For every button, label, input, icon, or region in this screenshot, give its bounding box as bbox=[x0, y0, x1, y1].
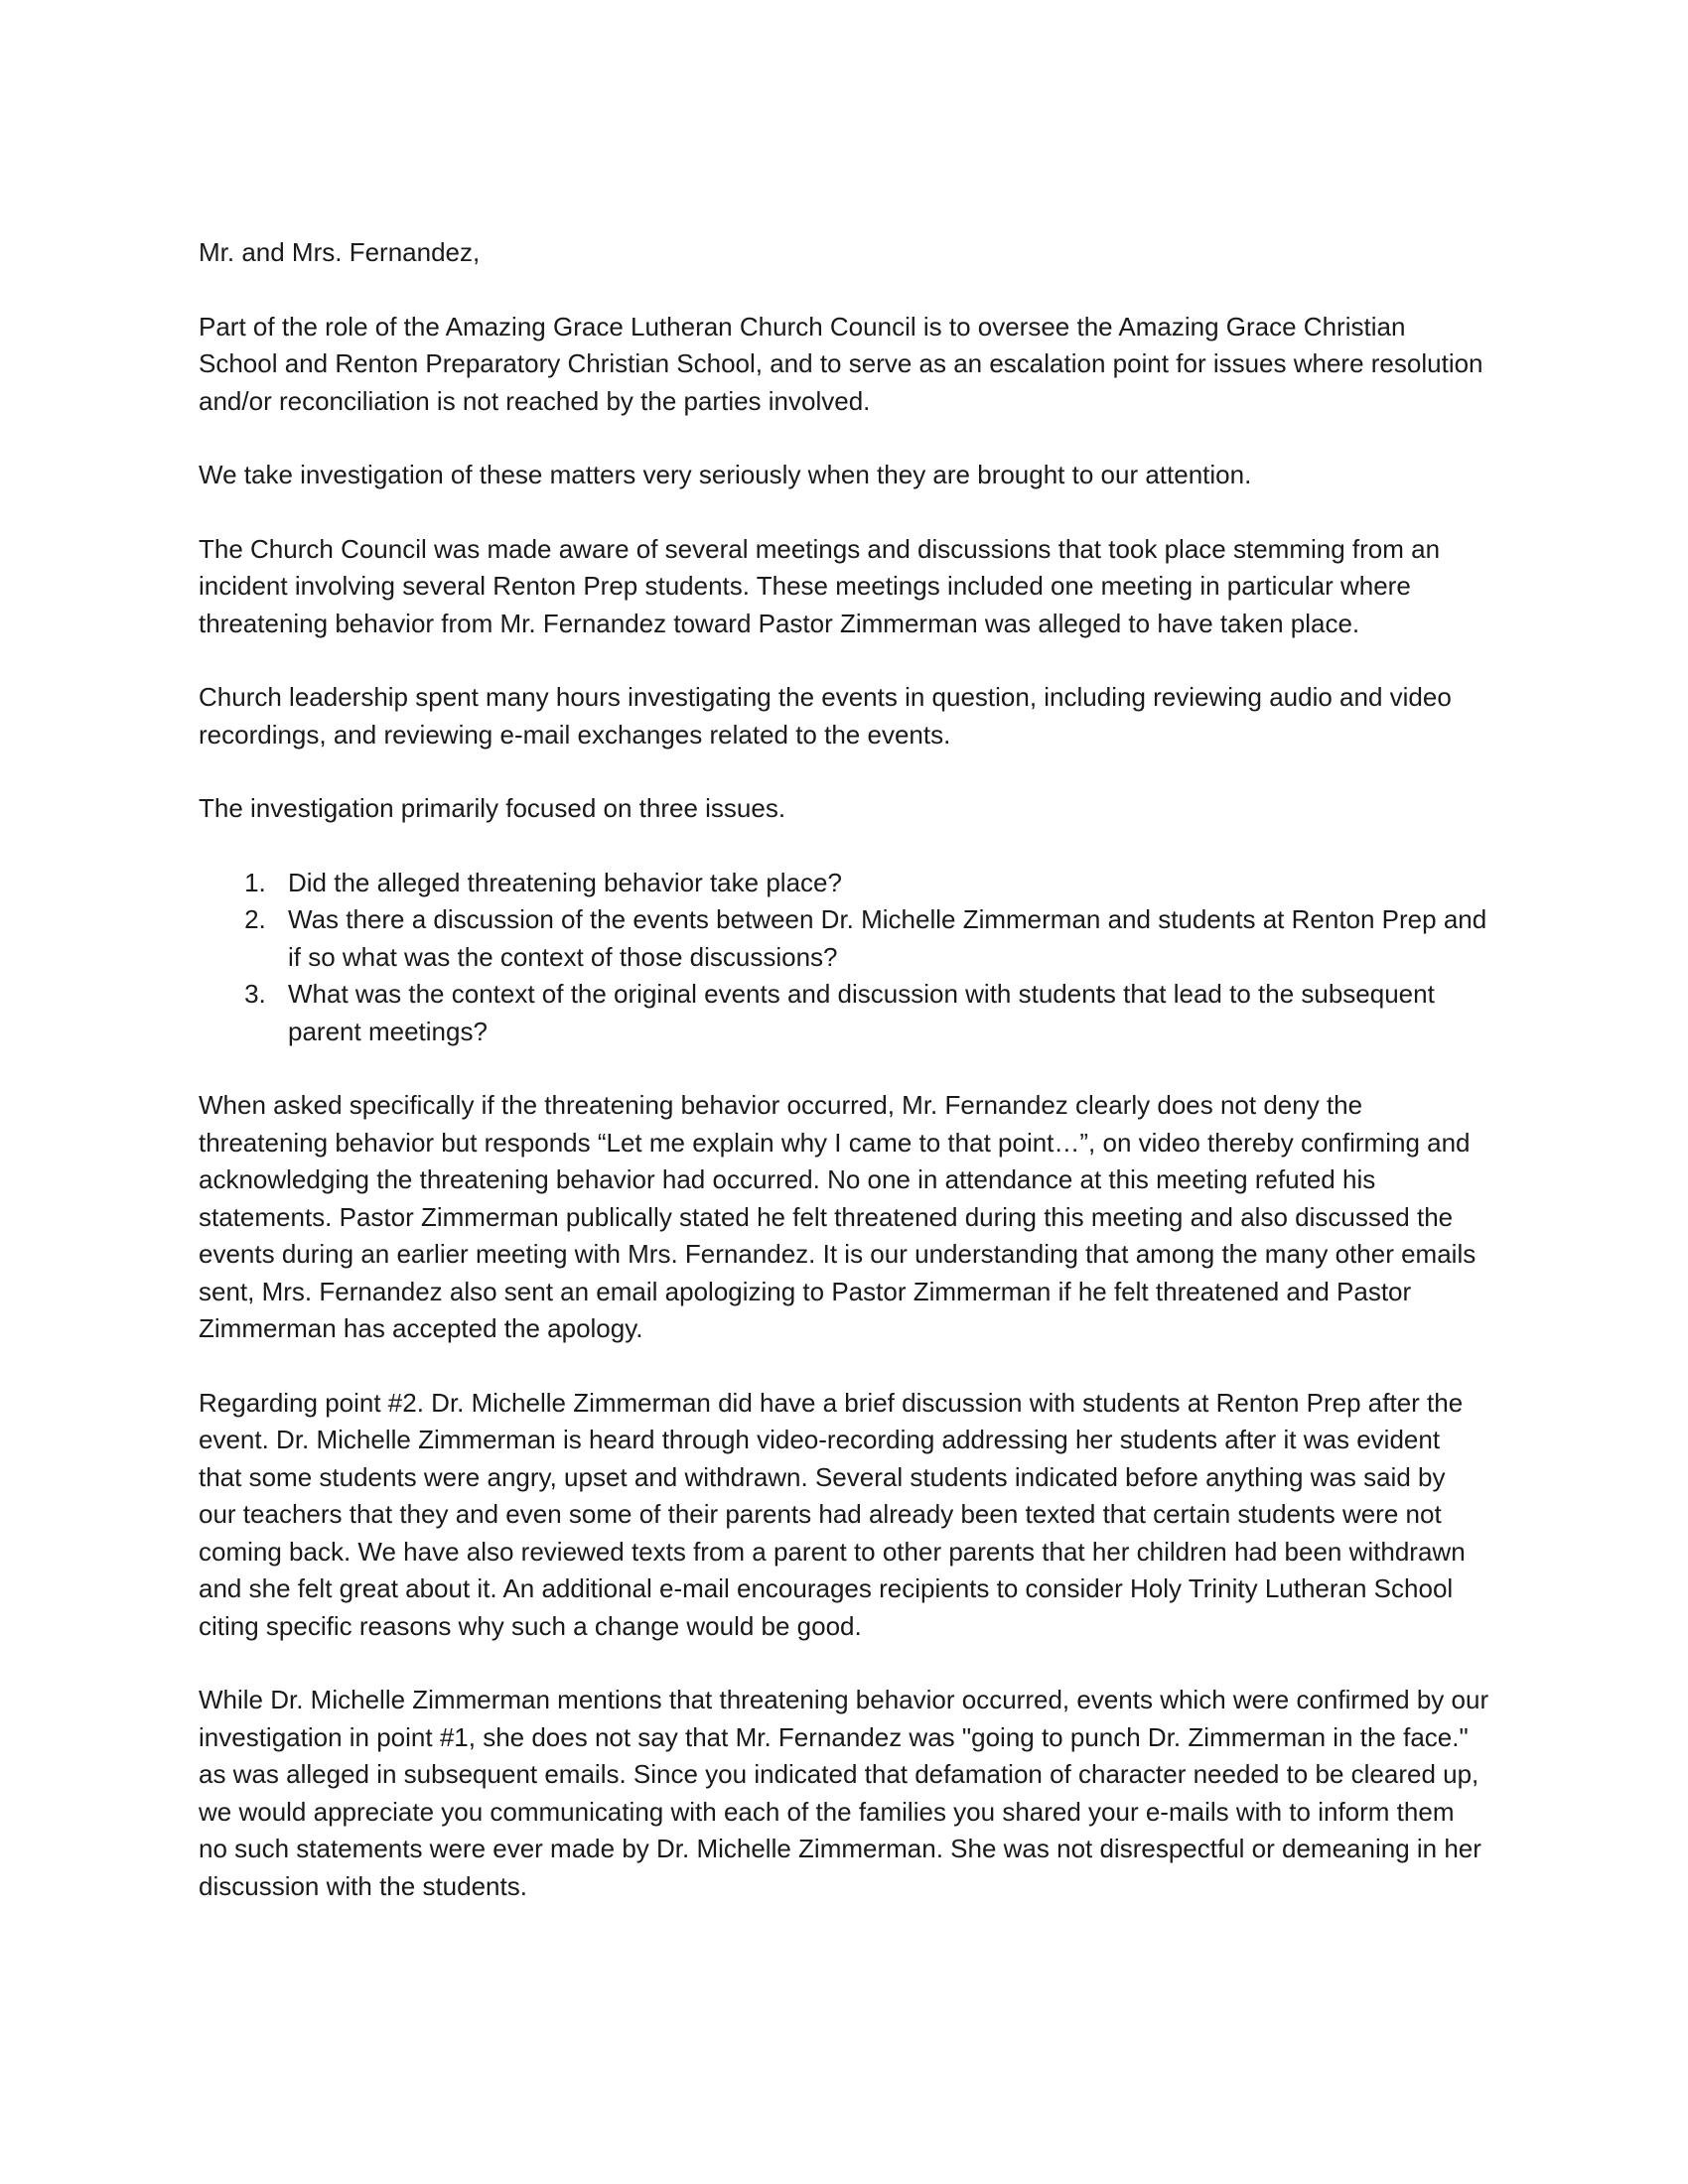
paragraph-leadership-investigation: Church leadership spent many hours investigating the events in question, including reviewing audio and video recordings, and reviewing e-mail exchanges related to the events. bbox=[199, 682, 1452, 750]
paragraph-investigation-serious: We take investigation of these matters very seriously when they are brought to our attention. bbox=[199, 460, 1252, 489]
letter-greeting: Mr. and Mrs. Fernandez, bbox=[199, 237, 481, 267]
paragraph-council-aware: The Church Council was made aware of several meetings and discussions that took place stemming from an incident involving several Renton Prep students. These meetings included one meeting in particular where threatening behavior from Mr. Fernandez toward Pastor Zimmerman was alleged to have taken place. bbox=[199, 533, 1441, 638]
issues-list bbox=[199, 865, 1489, 1051]
paragraph-point-two: Regarding point #2. Dr. Michelle Zimmerman did have a brief discussion with students at Renton Prep after the event. Dr. Michelle Zimmerman is heard through video-recording addressing her students after it was evident that some students were angry, upset and withdrawn. Several students indicated before anything was said by our teachers that they and even some of their parents had already been texted that certain students were not coming back. We have also reviewed texts from a parent to other parents that her children had been withdrawn and she felt great about it. An additional e-mail encourages recipients to consider Holy Trinity Lutheran School citing specific reasons why such a change would be good. bbox=[199, 1387, 1466, 1641]
paragraph-council-role: Part of the role of the Amazing Grace Lutheran Church Council is to oversee the Amazing Grace Christian School and Renton Preparatory Christian School, and to serve as an escalation point for issues where resolution and/or reconciliation is not reached by the parties involved. bbox=[199, 311, 1483, 416]
letter-page bbox=[199, 234, 1489, 1942]
paragraph-threatening-behavior: When asked specifically if the threatening behavior occurred, Mr. Fernandez clearly does not deny the threatening behavior but responds “Let me explain why I came to that point…”, on video thereby confirming and acknowledging the threatening behavior had occurred. No one in attendance at this meeting refuted his statements. Pastor Zimmerman publically stated he felt threatened during this meeting and also discussed the events during an earlier meeting with Mrs. Fernandez. It is our understanding that among the many other emails sent, Mrs. Fernandez also sent an email apologizing to Pastor Zimmerman if he felt threatened and Pastor Zimmerman has accepted the apology. bbox=[199, 1090, 1477, 1343]
paragraph-defamation: While Dr. Michelle Zimmerman mentions that threatening behavior occurred, events which were confirmed by our investigation in point #1, she does not say that Mr. Fernandez was "going to punch Dr. Zimmerman in the face." as was alleged in subsequent emails. Since you indicated that defamation of character needed to be cleared up, we would appreciate you communicating with each of the families you shared your e-mails with to inform them no such statements were ever made by Dr. Michelle Zimmerman. She was not disrespectful or demeaning in her discussion with the students. bbox=[199, 1685, 1489, 1901]
issue-item-1: 1. Did the alleged threatening behavior take place? bbox=[273, 865, 1489, 902]
issue-item-2: 2. Was there a discussion of the events between Dr. Michelle Zimmerman and students at Renton Prep and if so what was the context of those discussions? bbox=[273, 901, 1489, 976]
paragraph-three-issues: The investigation primarily focused on three issues. bbox=[199, 793, 786, 823]
issue-item-3: 3. What was the context of the original events and discussion with students that lead to the subsequent parent meetings? bbox=[273, 976, 1489, 1050]
